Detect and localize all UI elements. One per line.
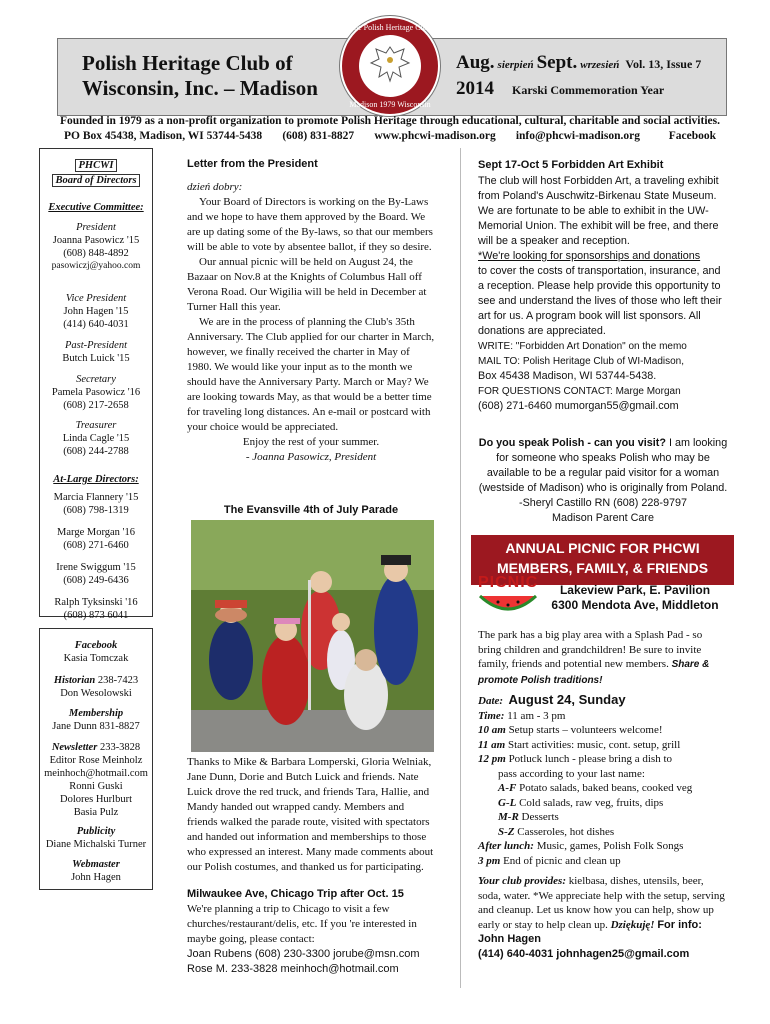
facebook-link[interactable]: Facebook bbox=[668, 130, 716, 142]
picnic-location: Lakeview Park, E. Pavilion 6300 Mendota Ave, Middleton bbox=[551, 583, 719, 612]
club-seal-logo: The Polish Heritage Club Madison 1979 Wisconsin bbox=[340, 16, 440, 116]
board-sidebar: PHCWI Board of Directors Executive Committee: President Joanna Pasowicz '15 (608) 848-4892 pasowiczj@yahoo.com Vice President John Hagen '15 (414) 640-4031 Past-President Butch Luick '15 Secretary Pamela Pasowicz '16 (608) 217-2658 Treasurer Linda Cagle '15 (608) 244-2788 At-Large Directors: Marcia Flannery '15 (608) 798-1319 Marge Morgan '16 (608) 271-6460 Irene Swiggum '15 (608) 249-6436 Ralph Tyksinski '16 (608) 873 6041 bbox=[39, 148, 153, 617]
club-name: Polish Heritage Club of Wisconsin, Inc. – Madison bbox=[82, 51, 318, 100]
trip-heading: Milwaukee Ave, Chicago Trip after Oct. 15 bbox=[187, 888, 404, 900]
speak-polish-notice: Do you speak Polish - can you visit? I am looking for someone who speaks Polish who may be available to be a regular paid visitor for a woman (westside of Madison) who is originally from Poland. -Sheryl Castillo RN (608) 228-9797 Madison Parent Care bbox=[478, 437, 728, 524]
email-link[interactable]: info@phcwi-madison.org bbox=[515, 130, 640, 142]
picnic-details: The park has a big play area with a Splash Pad - so bring children and grandchildren! Be sure to invite family, friends and potential new members. Share & promote Polish traditions! Date: August 24, Sunday Time: 11 am - 3 pm 10 am Setup starts – volunteers welcome! 11 am Start activities: music, cont. setup, grill 12 pm Potluck lunch - please bring a dish to pass according to your last name: A-F Potato salads, baked beans, cooked veg G-L Cold salads, raw veg, fruits, dips M-R Desserts S-Z Casseroles, hot dishes After lunch: Music, games, Polish Folk Songs 3 pm End of picnic and clean up Your club provides: kielbasa, dishes, utensils, beer, soda, water. *We appreciate help with the setup, serving and cleanup. Let us know how you can help, show up early or stay to help clean up. Dziękuję! For info: John Hagen (414) 640-4031 johnhagen25@gmail.com bbox=[478, 629, 725, 960]
eagle-icon bbox=[359, 35, 421, 97]
letter-heading: Letter from the President bbox=[187, 158, 318, 170]
exhibit-heading: Sept 17-Oct 5 Forbidden Art Exhibit bbox=[478, 159, 664, 171]
column-divider bbox=[460, 148, 461, 988]
committees-sidebar: Facebook Kasia Tomczak Historian 238-7423 Don Wesolowski Membership Jane Dunn 831-8827 Newsletter 233-3828 Editor Rose Meinholz meinhoch@hotmail.com Ronni Guski Dolores Hurlburt Basia Pulz Publicity Diane Michalski Turner Webmaster John Hagen bbox=[39, 628, 153, 890]
parade-text: Thanks to Mike & Barbara Lomperski, Gloria Welniak, Jane Dunn, Dorie and Butch Luick and friends. Nate Luick drove the red truck, and friends Tara, Hallie, and Mandy handed out wrapped candy. Members and friends walked the parade route, visited with spectators and handed out information and memberships to those who expressed an interest. Many made comments about our Polish costumes, and thanked us for participating. bbox=[187, 756, 434, 873]
letter-body: dzień dobry: Your Board of Directors is working on the By-Laws and we hope to have them approved by the Board. We are up dating some of the By-laws, so that our members will be able to vote by absentee ballot, if they so desire. Our annual picnic will be held on August 24, the Bazaar on Nov.8 at the Knights of Columbus Hall off Verona Road. Our Wigilia will be held in December at Turner Hall this year. We are in the process of planning the Club's 35th Anniversary. The Club applied for our charter in March, however, we finally received the charter in May of 1980. We would like your input as to the month we should have the Anniversary Party. March or May? We are looking towards May, as that would be a better time for traveling long distances. An e-mail or postcard with your choice would be appreciated. Enjoy the rest of your summer. - Joanna Pasowicz, President bbox=[187, 181, 435, 463]
parade-heading: The Evansville 4th of July Parade bbox=[223, 504, 399, 516]
watermelon-icon bbox=[478, 592, 538, 614]
trip-body: We're planning a trip to Chicago to visit a few churches/restaurant/delis, etc. If you 're interested in maybe going, please contact: Joan Rubens (608) 230-3300 jorube@msn.com Rose M. 233-3828 meinhoch@hotmail.com bbox=[187, 903, 420, 975]
founded-statement: Founded in 1979 as a non-profit organization to promote Polish Heritage through educational, cultural, charitable and social activities. PO Box 45438, Madison, WI 53744-5438 (608) 831-8827 www.phcwi-madison.org info@phcwi-madison.org Facebook bbox=[60, 115, 720, 142]
picnic-banner: ANNUAL PICNIC FOR PHCWI MEMBERS, FAMILY, & FRIENDS bbox=[471, 535, 734, 585]
issue-info: Aug. sierpień Sept. wrzesień Vol. 13, Issue 7 2014 Karski Commemoration Year bbox=[456, 52, 702, 99]
website-link[interactable]: www.phcwi-madison.org bbox=[374, 130, 496, 142]
exhibit-body: The club will host Forbidden Art, a traveling exhibit from Poland's Auschwitz-Birkenau State Museum. We are fortunate to be able to exhibit in the UW-Memorial Union. The exhibit will be free, and there will be a speaker and reception. *We're looking for sponsorships and donations to cover the costs of transportation, insurance, and a reception. Please help provide this opportunity to see and understand the lives of those who left their art for us. A program book will list sponsors. All donations are appreciated. WRITE: "Forbidden Art Donation" on the memo MAIL TO: Polish Heritage Club of WI-Madison, Box 45438 Madison, WI 53744-5438. FOR QUESTIONS CONTACT: Marge Morgan (608) 271-6460 mumorgan55@gmail.com bbox=[478, 175, 722, 412]
picnic-logo: PICNIC bbox=[478, 574, 542, 616]
parade-photo bbox=[191, 520, 434, 752]
